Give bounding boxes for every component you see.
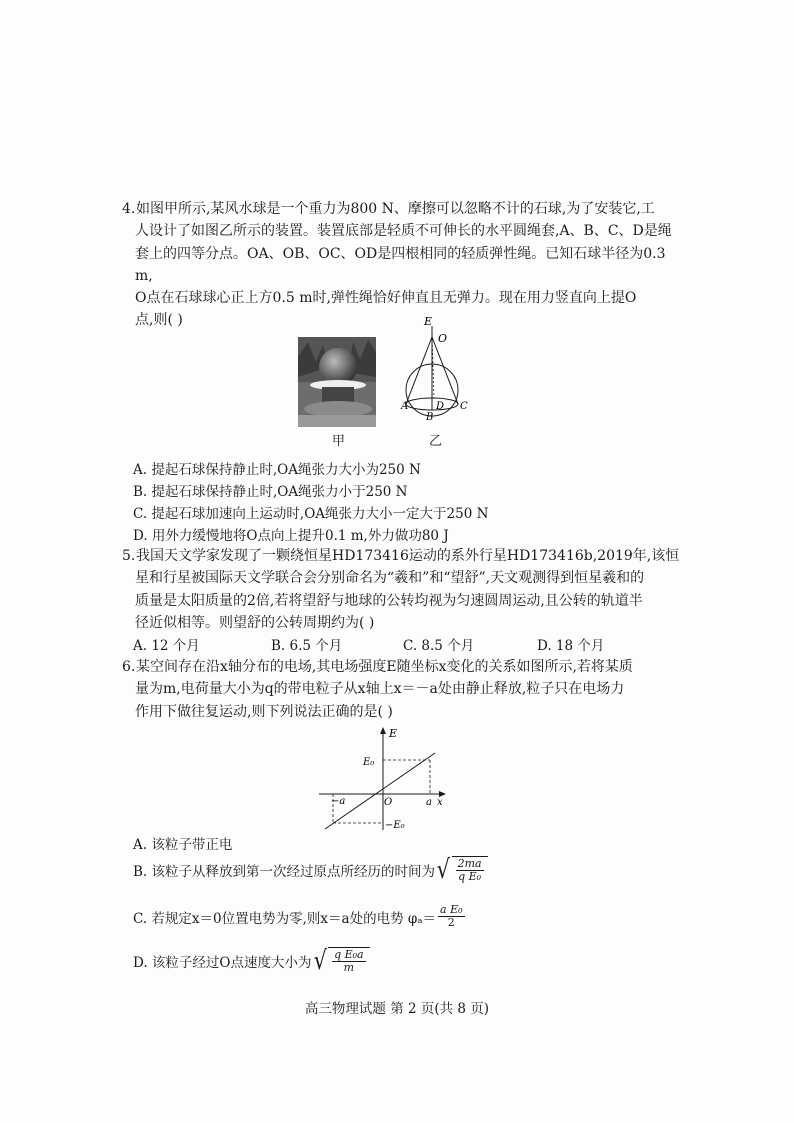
question-line: 人设计了如图乙所示的装置。装置底部是轻质不可伸长的水平圆绳套,A、B、C、D是绳 bbox=[135, 223, 672, 240]
label-A: A bbox=[401, 401, 409, 412]
question-line: 量为m,电荷量大小为q的带电粒子从x轴上x＝－a处由静止释放,粒子只在电场力 bbox=[135, 681, 625, 698]
q6-option-d: D. 该粒子经过O点速度大小为 √ $\frac{\text{q E₀a}}{m}$ bbox=[133, 947, 370, 974]
question-6 bbox=[122, 656, 682, 723]
q4-option-c: C. 提起石球加速向上运动时,OA绳张力大小一定大于250 N bbox=[133, 506, 489, 522]
graph-label-E0: E₀ bbox=[363, 757, 375, 768]
q6-option-b: B. 该粒子从释放到第一次经过原点所经历的时间为 √ $\frac{2ma}{\text{q E₀}}$ bbox=[133, 856, 488, 883]
rope-ball-diagram bbox=[398, 312, 478, 422]
q4-option-b: B. 提起石球保持静止时,OA绳张力小于250 N bbox=[133, 484, 408, 500]
graph-label-x: x bbox=[437, 797, 443, 808]
label-O: O bbox=[438, 332, 448, 345]
question-number: 6. bbox=[122, 659, 136, 675]
q4-option-a: A. 提起石球保持静止时,OA绳张力大小为250 N bbox=[133, 462, 421, 478]
label-D: D bbox=[436, 401, 445, 412]
sqrt-expression: √ $\frac{\text{q E₀a}}{m}$ bbox=[312, 947, 370, 974]
e-x-graph bbox=[315, 725, 455, 835]
q5-option-c: C. 8.5 个月 bbox=[403, 638, 475, 654]
graph-label-E: E bbox=[389, 727, 398, 740]
question-number: 5. bbox=[122, 548, 136, 564]
question-line: 点,则( ) bbox=[135, 312, 183, 329]
sqrt-expression: √ $\frac{2ma}{\text{q E₀}}$ bbox=[435, 856, 488, 883]
question-line: 质量是太阳质量的2倍,若将望舒与地球的公转均视为匀速圆周运动,且公转的轨道半 bbox=[135, 592, 643, 609]
question-line: 径近似相等。则望舒的公转周期约为( ) bbox=[135, 614, 375, 631]
figure-caption-jia: 甲 bbox=[332, 434, 346, 449]
figure-caption-yi: 乙 bbox=[429, 434, 443, 449]
graph-label-a: a bbox=[426, 797, 432, 808]
question-line: 如图甲所示,某风水球是一个重力为800 N、摩擦可以忽略不计的石球,为了安装它,工 bbox=[136, 201, 655, 217]
q4-option-d: D. 用外力缓慢地将O点向上提升0.1 m,外力做功80 J bbox=[133, 528, 449, 544]
question-line: 作用下做往复运动,则下列说法正确的是( ) bbox=[135, 703, 393, 720]
question-line: 我国天文学家发现了一颗绕恒星HD173416运动的系外行星HD173416b,2019年,该恒 bbox=[136, 548, 680, 564]
graph-label-negE0: −E₀ bbox=[385, 820, 405, 831]
stone-ball-photo bbox=[298, 337, 376, 427]
page-footer: 高三物理试题 第 2 页(共 8 页) bbox=[304, 1001, 490, 1017]
question-line: 套上的四等分点。OA、OB、OC、OD是四根相同的轻质弹性绳。已知石球半径为0.3 m, bbox=[135, 245, 666, 284]
label-E: E bbox=[424, 315, 433, 328]
question-line: O点在石球球心正上方0.5 m时,弹性绳恰好伸直且无弹力。现在用力竖直向上提O bbox=[135, 290, 637, 307]
q6-option-a: A. 该粒子带正电 bbox=[133, 837, 233, 853]
q5-option-b: B. 6.5 个月 bbox=[271, 638, 343, 654]
label-C: C bbox=[460, 401, 468, 412]
fraction: $\frac{\text{a E₀}}{2}$ bbox=[440, 903, 463, 929]
question-5 bbox=[122, 545, 682, 634]
field-line bbox=[325, 753, 435, 829]
q6-option-c: C. 若规定x＝0位置电势为零,则x＝a处的电势 φₐ＝ $\frac{\text{a E₀}}{2}$ bbox=[133, 903, 463, 929]
question-line: 星和行星被国际天文学联合会分别命名为“羲和”和“望舒”,天文观测得到恒星羲和的 bbox=[135, 570, 645, 587]
question-number: 4. bbox=[122, 201, 136, 217]
graph-label-nega: −a bbox=[331, 796, 346, 807]
label-B: B bbox=[426, 412, 434, 422]
q5-option-d: D. 18 个月 bbox=[537, 638, 605, 654]
question-line: 某空间存在沿x轴分布的电场,其电场强度E随坐标x变化的关系如图所示,若将某质 bbox=[136, 659, 633, 675]
graph-label-O: O bbox=[384, 797, 393, 808]
q5-option-a: A. 12 个月 bbox=[133, 638, 200, 654]
